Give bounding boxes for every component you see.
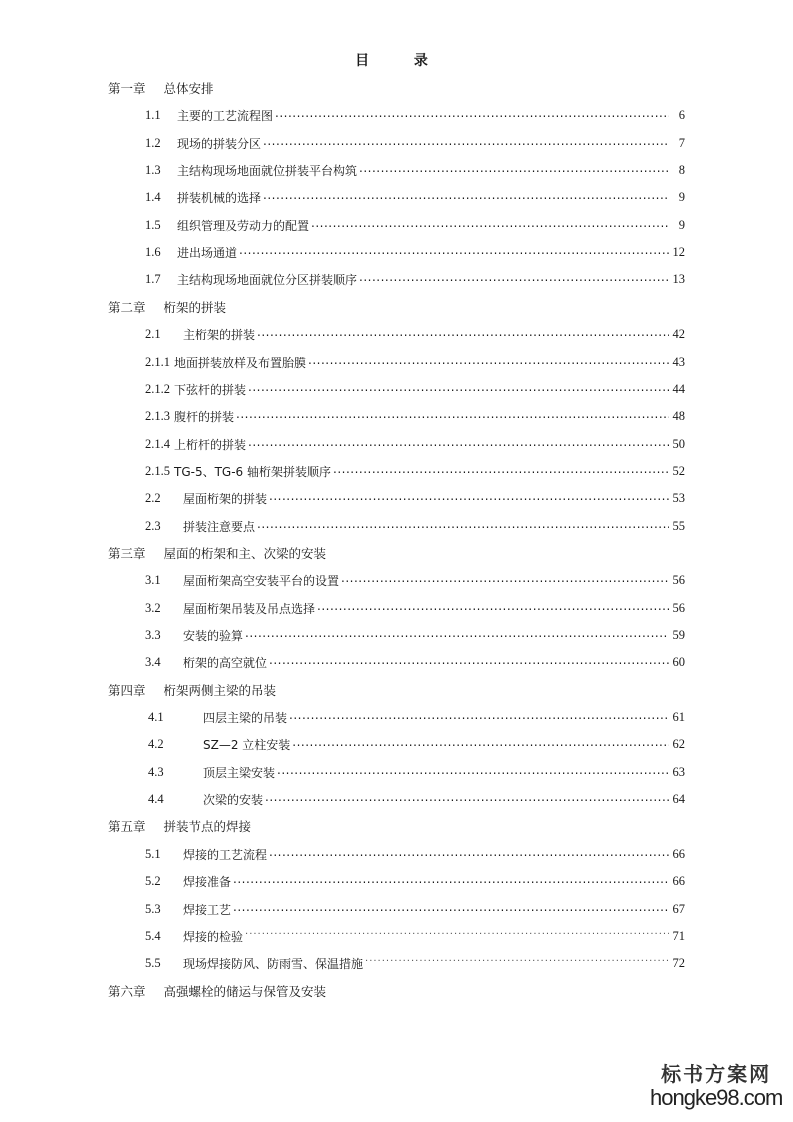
dot-leader <box>248 382 669 396</box>
entry-number: 2.1.1 <box>145 354 170 369</box>
entry-number: 3.2 <box>145 600 161 615</box>
entry-page-number: 6 <box>678 107 685 122</box>
entry-number: 2.1.4 <box>145 436 170 451</box>
entry-title: 地面拼装放样及布置胎膜 <box>174 355 307 370</box>
entry-number: 2.1.5 <box>145 463 170 478</box>
toc-entry[interactable] <box>148 734 685 754</box>
entry-page-number: 9 <box>678 189 685 204</box>
entry-number: 1.7 <box>145 271 161 286</box>
entry-title: 拼装机械的选择 <box>177 190 262 205</box>
entry-page-number: 7 <box>678 135 685 150</box>
chapter-label: 第六章 <box>108 984 146 999</box>
dot-leader <box>317 601 669 615</box>
entry-number: 4.2 <box>148 736 164 751</box>
entry-page-number: 63 <box>672 764 685 779</box>
chapter-title: 桁架两侧主梁的吊装 <box>163 683 277 698</box>
dot-leader <box>333 464 669 478</box>
entry-page-number: 52 <box>672 463 685 478</box>
dot-leader <box>275 108 669 122</box>
entry-page-number: 61 <box>672 709 685 724</box>
entry-number: 1.6 <box>145 244 161 259</box>
entry-page-number: 12 <box>672 244 685 259</box>
chapter-label: 第四章 <box>108 683 146 698</box>
entry-title: 安装的验算 <box>183 628 244 643</box>
entry-page-number: 56 <box>672 572 685 587</box>
dot-leader <box>233 902 669 916</box>
entry-title: 进出场通道 <box>177 245 238 260</box>
entry-page-number: 59 <box>672 627 685 642</box>
page-title: 目 录 <box>355 53 448 69</box>
entry-page-number: 71 <box>672 928 685 943</box>
entry-page-number: 13 <box>672 271 685 286</box>
entry-page-number: 42 <box>672 326 685 341</box>
entry-page-number: 8 <box>678 162 685 177</box>
entry-title: 屋面桁架的拼装 <box>183 491 268 506</box>
chapter-title: 高强螺栓的储运与保管及安装 <box>163 984 327 999</box>
entry-page-number: 43 <box>672 354 685 369</box>
entry-page-number: 66 <box>672 873 685 888</box>
dot-leader <box>269 847 669 861</box>
dot-leader <box>269 491 669 505</box>
entry-page-number: 62 <box>672 736 685 751</box>
dot-leader <box>308 355 669 369</box>
toc-entry[interactable] <box>148 707 685 727</box>
toc-entry[interactable] <box>145 570 685 590</box>
dot-leader <box>269 655 669 669</box>
entry-title: 屋面桁架吊装及吊点选择 <box>183 601 316 616</box>
entry-number: 5.1 <box>145 846 161 861</box>
entry-number: 1.3 <box>145 162 161 177</box>
entry-page-number: 44 <box>672 381 685 396</box>
dot-leader <box>257 327 669 341</box>
toc-entry[interactable] <box>145 160 685 180</box>
toc-entry[interactable] <box>145 324 685 344</box>
dot-leader <box>257 519 669 533</box>
entry-title: 主结构现场地面就位拼装平台构筑 <box>177 163 358 178</box>
dot-leader <box>359 272 669 286</box>
entry-page-number: 55 <box>672 518 685 533</box>
toc-entry[interactable] <box>145 352 685 372</box>
entry-number: 3.3 <box>145 627 161 642</box>
entry-page-number: 60 <box>672 654 685 669</box>
entry-title: 焊接的检验 <box>183 929 244 944</box>
toc-entry[interactable] <box>145 242 685 262</box>
chapter-heading[interactable] <box>108 297 226 317</box>
toc-entry[interactable] <box>145 598 685 618</box>
toc-entry[interactable] <box>145 187 685 207</box>
entry-number: 1.4 <box>145 189 161 204</box>
entry-number: 1.2 <box>145 135 161 150</box>
dot-leader <box>265 792 669 806</box>
chapter-heading[interactable] <box>108 78 214 98</box>
entry-number: 2.2 <box>145 490 161 505</box>
entry-title: 腹杆的拼装 <box>174 409 235 424</box>
toc-entry[interactable] <box>148 789 685 809</box>
entry-title: 桁架的高空就位 <box>183 655 268 670</box>
entry-number: 3.1 <box>145 572 161 587</box>
entry-title: 主结构现场地面就位分区拼装顺序 <box>177 272 358 287</box>
toc-entry[interactable] <box>145 215 685 235</box>
toc-entry[interactable] <box>145 105 685 125</box>
entry-title: 拼装注意要点 <box>183 519 256 534</box>
toc-entry[interactable] <box>145 871 685 891</box>
entry-title: 现场焊接防风、防雨雪、保温措施 <box>183 956 364 971</box>
toc-entry[interactable] <box>145 844 685 864</box>
entry-title: SZ—2 立柱安装 <box>203 737 291 752</box>
entry-page-number: 56 <box>672 600 685 615</box>
entry-page-number: 50 <box>672 436 685 451</box>
entry-number: 2.1.3 <box>145 408 170 423</box>
toc-entry[interactable] <box>145 133 685 153</box>
chapter-label: 第三章 <box>108 546 146 561</box>
entry-title: 焊接准备 <box>183 874 232 889</box>
chapter-label: 第五章 <box>108 819 146 834</box>
entry-page-number: 53 <box>672 490 685 505</box>
entry-number: 5.5 <box>145 955 161 970</box>
entry-number: 5.2 <box>145 873 161 888</box>
entry-number: 3.4 <box>145 654 161 669</box>
toc-entry[interactable] <box>145 434 685 454</box>
dot-leader <box>365 956 669 970</box>
watermark-text: 标书方案网 <box>661 1062 772 1086</box>
entry-title: 下弦杆的拼装 <box>174 382 247 397</box>
entry-number: 4.3 <box>148 764 164 779</box>
entry-page-number: 64 <box>672 791 685 806</box>
dot-leader <box>236 409 669 423</box>
entry-number: 5.3 <box>145 901 161 916</box>
dot-leader <box>311 218 669 232</box>
toc-entry[interactable] <box>145 406 685 426</box>
toc-entry[interactable] <box>145 652 685 672</box>
toc-entry[interactable] <box>145 899 685 919</box>
entry-number: 1.5 <box>145 217 161 232</box>
entry-title: TG-5、TG-6 轴桁架拼装顺序 <box>174 464 332 479</box>
toc-entry[interactable] <box>145 461 685 481</box>
entry-title: 上桁杆的拼装 <box>174 437 247 452</box>
entry-title: 次梁的安装 <box>203 792 264 807</box>
dot-leader <box>277 765 669 779</box>
chapter-title: 桁架的拼装 <box>163 300 227 315</box>
dot-leader <box>233 874 669 888</box>
toc-entry[interactable] <box>145 488 685 508</box>
chapter-heading[interactable] <box>108 816 251 836</box>
entry-title: 现场的拼装分区 <box>177 136 262 151</box>
chapter-title: 总体安排 <box>163 81 214 96</box>
toc-entry[interactable] <box>148 762 685 782</box>
entry-number: 5.4 <box>145 928 161 943</box>
entry-number: 4.4 <box>148 791 164 806</box>
entry-title: 主要的工艺流程图 <box>177 108 274 123</box>
entry-title: 焊接的工艺流程 <box>183 847 268 862</box>
dot-leader <box>248 437 669 451</box>
dot-leader <box>239 245 669 259</box>
entry-title: 顶层主梁安装 <box>203 765 276 780</box>
dot-leader <box>341 573 669 587</box>
entry-title: 组织管理及劳动力的配置 <box>177 218 310 233</box>
entry-number: 1.1 <box>145 107 161 122</box>
entry-title: 主桁架的拼装 <box>183 327 256 342</box>
dot-leader <box>289 710 669 724</box>
dot-leader <box>245 929 669 943</box>
dot-leader <box>359 163 669 177</box>
toc-entry[interactable] <box>145 379 685 399</box>
chapter-heading[interactable] <box>108 981 326 1001</box>
toc-entry[interactable] <box>145 625 685 645</box>
entry-number: 2.1.2 <box>145 381 170 396</box>
watermark-logo <box>650 1058 782 1111</box>
entry-number: 2.1 <box>145 326 161 341</box>
entry-number: 4.1 <box>148 709 164 724</box>
entry-page-number: 66 <box>672 846 685 861</box>
entry-title: 屋面桁架高空安装平台的设置 <box>183 573 340 588</box>
chapter-heading[interactable] <box>108 543 326 563</box>
chapter-label: 第二章 <box>108 300 146 315</box>
entry-page-number: 72 <box>672 955 685 970</box>
entry-number: 2.3 <box>145 518 161 533</box>
toc-entry[interactable] <box>145 953 685 973</box>
chapter-title: 屋面的桁架和主、次梁的安装 <box>163 546 327 561</box>
chapter-label: 第一章 <box>108 81 146 96</box>
dot-leader <box>292 737 669 751</box>
entry-page-number: 48 <box>672 408 685 423</box>
chapter-heading[interactable] <box>108 680 276 700</box>
chapter-title: 拼装节点的焊接 <box>163 819 252 834</box>
toc-entry[interactable] <box>145 269 685 289</box>
toc-entry[interactable] <box>145 516 685 536</box>
entry-title: 焊接工艺 <box>183 902 232 917</box>
watermark-url: hongke98.com <box>650 1085 783 1110</box>
dot-leader <box>245 628 669 642</box>
toc-entry[interactable] <box>145 926 685 946</box>
entry-page-number: 9 <box>678 217 685 232</box>
dot-leader <box>263 190 669 204</box>
entry-title: 四层主梁的吊装 <box>203 710 288 725</box>
entry-page-number: 67 <box>672 901 685 916</box>
dot-leader <box>263 136 669 150</box>
